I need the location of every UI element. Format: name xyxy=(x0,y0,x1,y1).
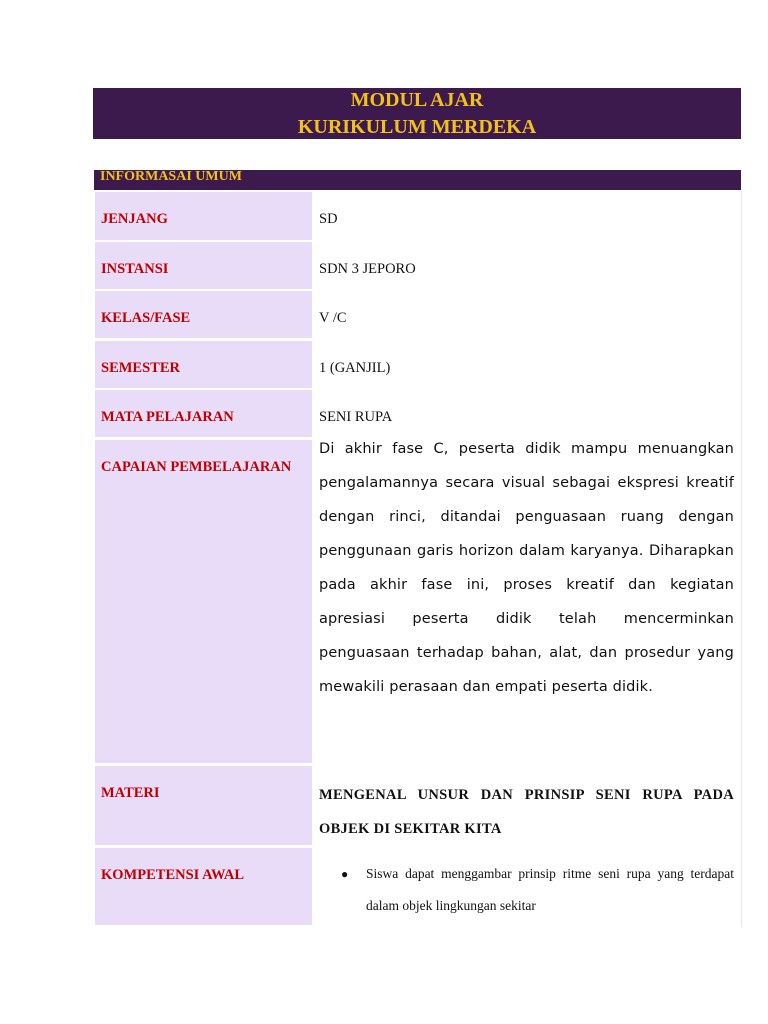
kompetensi-list xyxy=(341,858,734,922)
label-cell xyxy=(95,192,312,240)
table-row-kelas-fase xyxy=(94,291,742,338)
row-value: 1 (GANJIL) xyxy=(319,360,391,376)
table-row-semester xyxy=(94,341,742,388)
row-label: SEMESTER xyxy=(101,360,180,376)
row-label: KELAS/FASE xyxy=(101,310,191,326)
row-label: MATERI xyxy=(101,785,160,801)
row-label: KOMPETENSI AWAL xyxy=(101,867,245,883)
table-row-materi xyxy=(94,766,742,845)
row-label: MATA PELAJARAN xyxy=(101,409,234,425)
value-cell xyxy=(319,242,734,289)
table-row-instansi xyxy=(94,242,742,289)
value-cell xyxy=(319,848,734,925)
label-cell xyxy=(95,848,312,925)
document-title-banner xyxy=(93,88,741,139)
value-cell xyxy=(319,440,734,763)
value-cell xyxy=(319,766,734,845)
value-cell xyxy=(319,291,734,338)
label-cell xyxy=(95,390,312,437)
table-row-capaian-pembelajaran xyxy=(94,440,742,763)
table-row-kompetensi-awal xyxy=(94,848,742,925)
row-label: CAPAIAN PEMBELAJARAN xyxy=(101,459,292,475)
row-label: INSTANSI xyxy=(101,261,169,277)
row-value: SENI RUPA xyxy=(319,409,393,425)
row-value: V /C xyxy=(319,310,347,326)
title-line-2: KURIKULUM MERDEKA xyxy=(297,116,537,138)
title-line-1: MODUL AJAR xyxy=(350,89,484,111)
table-row-mata-pelajaran xyxy=(94,390,742,437)
value-cell xyxy=(319,390,734,437)
row-value: SDN 3 JEPORO xyxy=(319,261,416,277)
label-cell xyxy=(95,341,312,388)
materi-text: MENGENAL UNSUR DAN PRINSIP SENI RUPA PADA OBJEK DI SEKITAR KITA xyxy=(319,787,734,837)
capaian-paragraph: Di akhir fase C, peserta didik mampu menuangkan pengalamannya secara visual sebagai ekspresi kreatif dengan rinci, ditandai penguasaan ruang dengan penggunaan garis horizon dalam karyanya. Diharapkan pada akhir fase ini, proses kreatif dan kegiatan apresiasi peserta didik telah mencerminkan penguasaan terhadap bahan, alat, dan prosedur yang mewakili perasaan dan empati peserta didik. xyxy=(319,441,734,695)
value-cell xyxy=(319,192,734,240)
row-label: JENJANG xyxy=(101,211,168,227)
section-header-informasi-umum: INFORMASAI UMUM xyxy=(94,170,741,190)
list-item xyxy=(341,858,734,922)
list-item-text: Siswa dapat menggambar prinsip ritme seni rupa yang terdapat dalam objek lingkungan sekitar xyxy=(366,866,734,913)
label-cell xyxy=(95,440,312,763)
bullet-icon: ● xyxy=(341,867,349,881)
label-cell xyxy=(95,242,312,289)
value-cell xyxy=(319,341,734,388)
info-table xyxy=(94,190,742,927)
row-value: SD xyxy=(319,211,338,227)
label-cell xyxy=(95,291,312,338)
table-row-jenjang xyxy=(94,192,742,240)
label-cell xyxy=(95,766,312,845)
